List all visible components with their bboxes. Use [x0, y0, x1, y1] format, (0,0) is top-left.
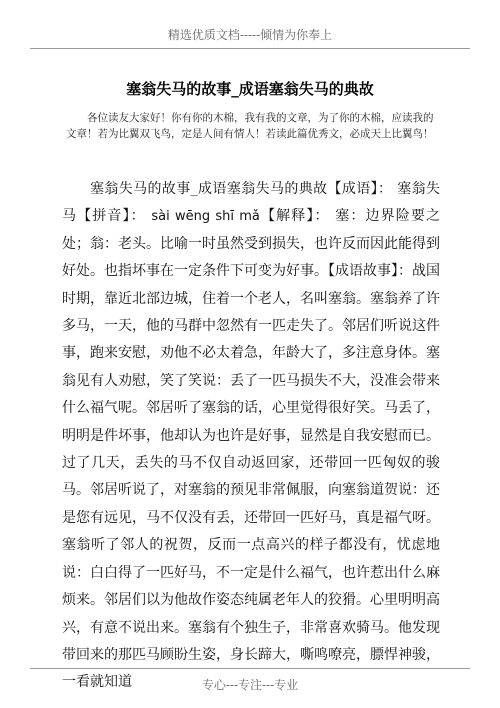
intro-paragraph: 各位读友大家好！你有你的木棉，我有我的文章，为了你的木棉，应读我的文章！若为比翼双飞鸟，定是人间有情人！若读此篇优秀文，必成天上比翼鸟！: [66, 112, 434, 140]
footer-divider: [30, 668, 470, 669]
page-footer: 专心---专注---专业: [201, 678, 299, 692]
header-divider: [30, 48, 470, 49]
body-paragraph: [62, 176, 440, 697]
document-title: 塞翁失马的故事_成语塞翁失马的典故: [126, 80, 374, 98]
body-text-part2: 【解释】： 塞：边界险要之处；翁：老头。比喻一时虽然受到损失，也许反而因此能得到好处。也指坏事在一定条件下可变为好事。【成语故事】：战国时期，靠近北部边城，住着一个老人，名叫塞翁。塞翁养了许多马，一天，他的马群中忽然有一匹走失了。邻居们听说这件事，跑来安慰，劝他不必太着急，年龄大了，多注意身体。塞翁见有人劝慰，笑了笑说：丢了一匹马损失不大，没准会带来什么福气呢。邻居听了塞翁的话，心里觉得很好笑。马丢了，明明是件坏事，他却认为也许是好事，显然是自我安慰而已。过了几天，丢失的马不仅自动返回家，还带回一匹匈奴的骏马。邻居听说了，对塞翁的预见非常佩服，向塞翁道贺说：还是您有远见，马不仅没有丢，还带回一匹好马，真是福气呀。塞翁听了邻人的祝贺，反而一点高兴的样子都没有，忧虑地说：白白得了一匹好马，不一定是什么福气，也许惹出什么麻烦来。邻居们以为他故作姿态纯属老年人的狡猾。心里明明高兴，有意不说出来。塞翁有个独生子，非常喜欢骑马。他发现带回来的那匹马顾盼生姿，身长蹄大，嘶鸣嘹亮，膘悍神骏，一看就知道: [62, 208, 441, 691]
pinyin-text: sài wēng shī mǎ: [151, 209, 260, 225]
page-header: 精选优质文档-----倾情为你奉上: [167, 28, 333, 42]
body-text-part1: 塞翁失马的故事_成语塞翁失马的典故【成语】： 塞翁失马【拼音】：: [62, 181, 440, 225]
